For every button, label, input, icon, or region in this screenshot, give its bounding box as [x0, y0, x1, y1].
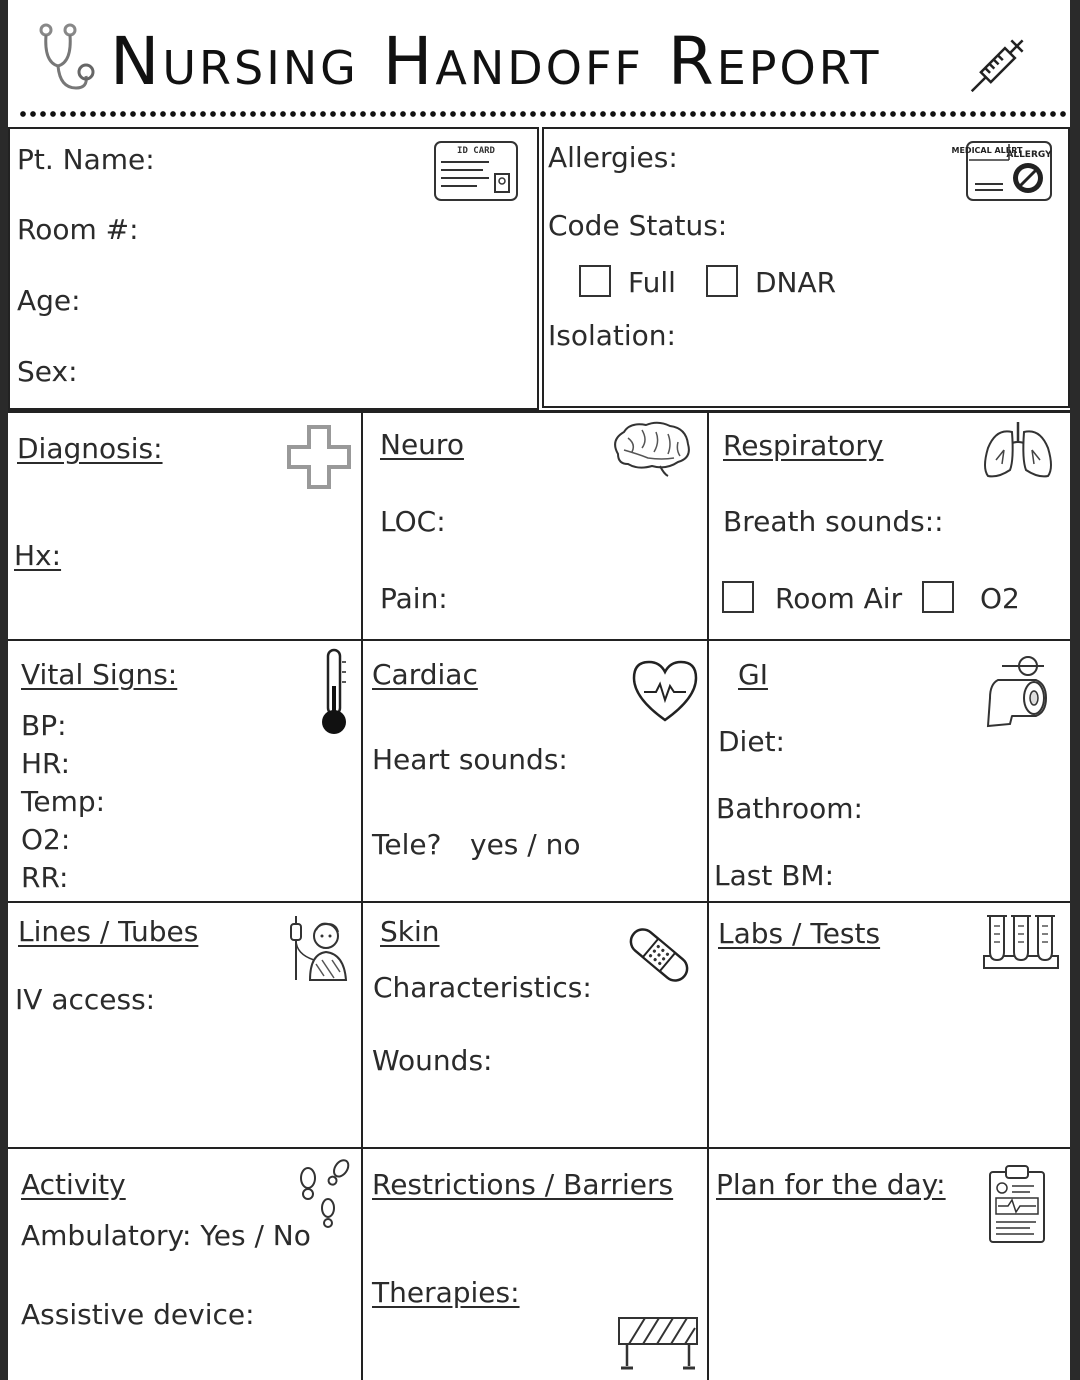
iv-patient-icon — [288, 914, 350, 984]
hx-label: Hx: — [14, 539, 62, 572]
plan-for-day-title: Plan for the day: — [716, 1168, 946, 1201]
labs-tests-title: Labs / Tests — [718, 917, 881, 950]
syringe-icon — [964, 28, 1036, 98]
o2-vital-label: O2: — [21, 823, 71, 856]
clipboard-icon — [986, 1164, 1048, 1246]
medical-alert-text: MEDICAL ALERT — [951, 146, 1023, 155]
tele-label: Tele? — [372, 828, 442, 861]
medical-cross-icon — [285, 423, 353, 491]
temp-label: Temp: — [21, 785, 106, 818]
lungs-icon — [980, 420, 1056, 480]
characteristics-label: Characteristics: — [373, 971, 592, 1004]
iv-access-label: IV access: — [15, 983, 156, 1016]
pain-label: Pain: — [380, 582, 448, 615]
full-code-label: Full — [628, 266, 676, 299]
heart-sounds-label: Heart sounds: — [372, 743, 568, 776]
breath-sounds-label: Breath sounds:: — [723, 505, 944, 538]
hr-label: HR: — [21, 747, 71, 780]
gi-title: GI — [738, 658, 768, 691]
grid-line-4 — [8, 1147, 1070, 1149]
therapies-label: Therapies: — [372, 1276, 520, 1309]
dnar-label: DNAR — [755, 266, 837, 299]
grid-col-line-1 — [361, 410, 363, 1380]
respiratory-title: Respiratory — [723, 429, 884, 462]
neuro-title: Neuro — [380, 428, 464, 461]
full-code-checkbox[interactable] — [579, 265, 611, 297]
allergy-text: ALLERGY — [1006, 150, 1052, 160]
header-divider — [18, 110, 1066, 118]
last-bm-label: Last BM: — [714, 859, 835, 892]
activity-title: Activity — [21, 1168, 126, 1201]
o2-checkbox[interactable] — [922, 581, 954, 613]
dnar-checkbox[interactable] — [706, 265, 738, 297]
id-card-icon — [433, 140, 519, 202]
wounds-label: Wounds: — [372, 1044, 493, 1077]
heart-rate-icon — [630, 658, 700, 724]
vital-signs-title: Vital Signs: — [21, 658, 178, 691]
bandage-icon — [622, 918, 696, 992]
cardiac-title: Cardiac — [372, 658, 478, 691]
grid-line-3 — [8, 901, 1070, 903]
loc-label: LOC: — [380, 505, 446, 538]
grid-line-1 — [8, 410, 1070, 413]
bathroom-label: Bathroom: — [716, 792, 863, 825]
code-status-label: Code Status: — [548, 209, 728, 242]
stethoscope-icon — [36, 22, 98, 100]
diagnosis-title: Diagnosis: — [17, 432, 163, 465]
ambulatory-label: Ambulatory: Yes / No — [21, 1219, 311, 1252]
patient-name-label: Pt. Name: — [17, 143, 155, 176]
o2-label: O2 — [980, 582, 1020, 615]
age-label: Age: — [17, 284, 81, 317]
footprints-icon — [296, 1156, 354, 1232]
grid-col-line-2 — [707, 410, 709, 1380]
medical-alert-card-icon — [951, 140, 1053, 202]
diet-label: Diet: — [718, 725, 785, 758]
grid-line-2 — [8, 639, 1070, 641]
page-title: Nursing Handoff Report — [110, 23, 882, 100]
id-card-text: ID CARD — [457, 146, 495, 156]
bp-label: BP: — [21, 709, 67, 742]
sex-label: Sex: — [17, 355, 78, 388]
room-air-label: Room Air — [775, 582, 903, 615]
tele-options: yes / no — [470, 828, 581, 861]
thermometer-icon — [318, 648, 352, 738]
skin-title: Skin — [380, 915, 440, 948]
restrictions-barriers-title: Restrictions / Barriers — [372, 1168, 674, 1201]
lines-tubes-title: Lines / Tubes — [18, 915, 199, 948]
brain-icon — [608, 420, 692, 478]
test-tubes-icon — [982, 912, 1060, 972]
allergies-label: Allergies: — [548, 141, 678, 174]
isolation-label: Isolation: — [548, 319, 676, 352]
rr-label: RR: — [21, 861, 69, 894]
room-air-checkbox[interactable] — [722, 581, 754, 613]
toilet-paper-icon — [984, 654, 1054, 730]
barrier-icon — [615, 1310, 701, 1372]
assistive-device-label: Assistive device: — [21, 1298, 255, 1331]
room-number-label: Room #: — [17, 213, 139, 246]
